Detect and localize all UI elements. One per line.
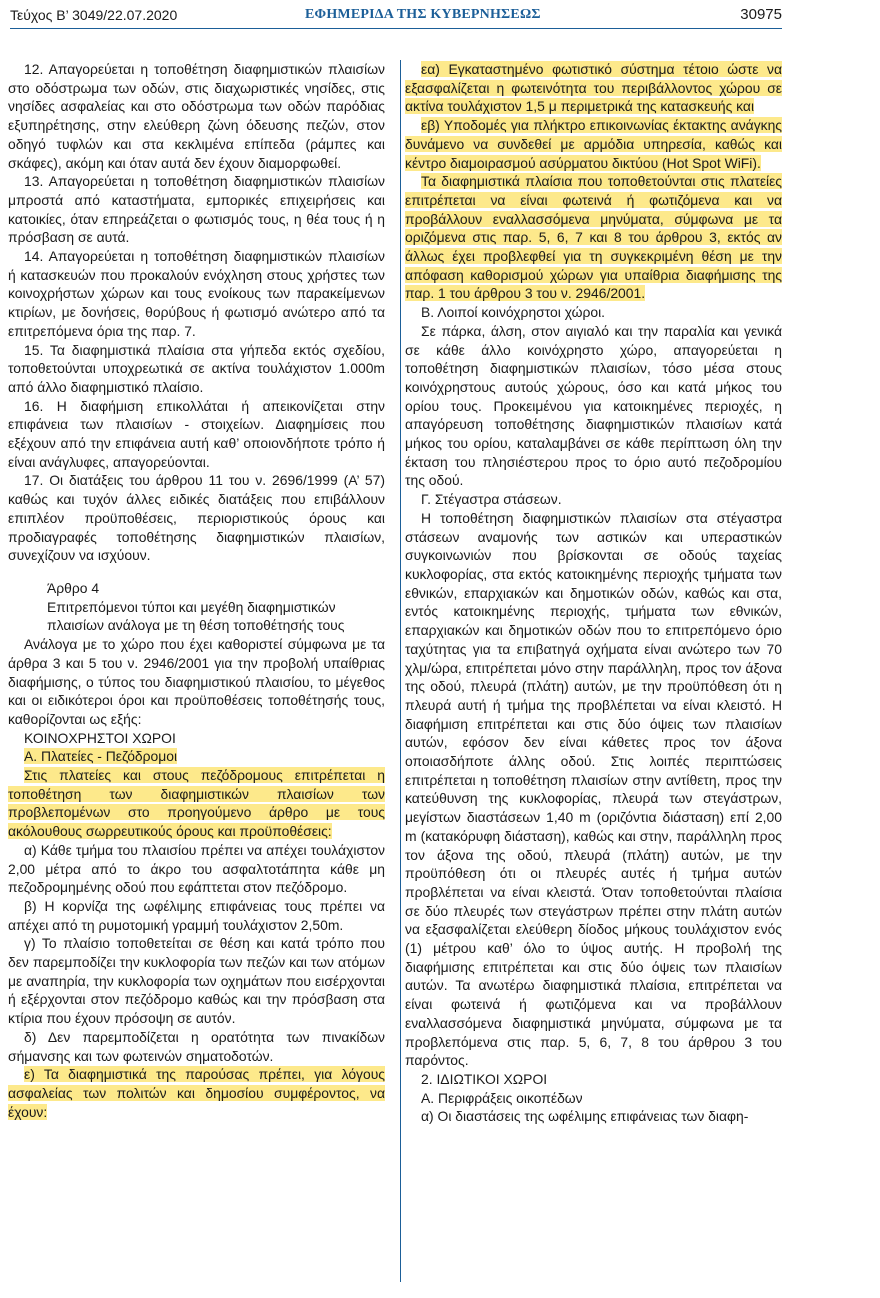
paragraph-14: 14. Απαγορεύεται η τοποθέτηση διαφημιστικών πλαισίων ή κατασκευών που προκαλούν ενόχληση στους χρήστες των κοινοχρήστων χώρων και τους ενοίκους των παρακείμενων κτιρίων, με δονήσεις, θορύβους ή φωτισμό ανώτερο από τα επιτρεπόμενα όρια της παρ. 7. bbox=[8, 248, 385, 339]
subsection-a-label: Α. Πλατείες - Πεζόδρομοι bbox=[24, 748, 178, 765]
subsection-a-heading bbox=[8, 747, 385, 766]
article-intro: Ανάλογα με το χώρο που έχει καθοριστεί σύμφωνα με τα άρθρα 3 και 5 του ν. 2946/2001 για την προβολή υπαίθριας διαφήμισης, ο τύπος του διαφημιστικού πλαισίου, το μέγεθος και οι ειδικότεροι όροι και προϋποθέσεις τοποθέτησής τους, καθορίζονται ως εξής: bbox=[8, 636, 385, 727]
private-item-a: α) Οι διαστάσεις της ωφέλιμης επιφάνειας των διαφη- bbox=[421, 1108, 749, 1125]
left-column bbox=[8, 60, 385, 1121]
paragraph-12: 12. Απαγορεύεται η τοποθέτηση διαφημιστικών πλαισίων στο οδόστρωμα των οδών, στις διαχωριστικές νησίδες, στις νησίδες ασφαλείας και στο οδόστρωμα των οδών παρόδιας εξυπηρέτησης, στην ελεύθερη ζώνη όδευσης πεζών, στον οδηγό τυφλών και στα κεκλιμένα επίπεδα (ράμπες και σκάφες), ακόμη και όταν αυτά δεν έχουν διαμορφωθεί. bbox=[8, 61, 385, 171]
paragraph-15: 15. Τα διαφημιστικά πλαίσια στα γήπεδα εκτός σχεδίου, τοποθετούνται υποχρεωτικά σε ακτίνα τουλάχιστον 1.000m από άλλο διαφημιστικό πλαίσιο. bbox=[8, 341, 385, 395]
subsection-b-text: Σε πάρκα, άλση, στον αιγιαλό και την παραλία και γενικά σε κάθε άλλο κοινόχρηστο χώρο, απαγορεύεται η τοποθέτηση διαφημιστικών πλαισίων, τόσο μέσα στους κοινόχρηστους αυτούς χώρους, όσο και κατά μήκος του ορίου τους. Προκειμένου για κατοικημένες περιοχές, η απαγόρευση τοποθέτησης διαφημιστικών πλαισίων κατά μήκος του ορίου, καταλαμβάνει σε κάθε περίπτωση όλη την έκταση του πλησιέστερου προς το όριο αυτό πεζοδρομίου της οδού. bbox=[405, 322, 782, 489]
section-private-spaces: 2. ΙΔΙΩΤΙΚΟΙ ΧΩΡΟΙ bbox=[421, 1070, 548, 1087]
section-public-spaces: ΚΟΙΝΟΧΡΗΣΤΟΙ ΧΩΡΟΙ bbox=[24, 729, 176, 746]
paragraph-16: 16. Η διαφήμιση επικολλάται ή απεικονίζεται στην επιφάνεια των πλαισίων - στοιχείων. Διαφημίσεις που εξέχουν από την επιφάνεια αυτή καθ’ οποιονδήποτε τρόπο ή είναι ανάγλυφες, απαγορεύονται. bbox=[8, 397, 385, 470]
article-number: Άρθρο 4 bbox=[47, 579, 100, 596]
item-eb-text: εβ) Υποδομές για πλήκτρο επικοινωνίας έκτακτης ανάγκης δυνάμενο να συνδεθεί με αρμόδια υπηρεσία, καθώς και κέντρο διαμοιρασμού ασύρματου δικτύου (Hot Spot WiFi). bbox=[405, 117, 782, 171]
item-d: δ) Δεν παρεμποδίζεται η ορατότητα των πινακίδων σήμανσης και των φωτεινών σηματοδοτών. bbox=[8, 1028, 385, 1064]
item-eb bbox=[405, 116, 782, 172]
private-subsection-a-heading: Α. Περιφράξεις οικοπέδων bbox=[421, 1089, 583, 1106]
issue-number: Τεύχος Β’ 3049/22.07.2020 bbox=[10, 7, 178, 23]
page-header bbox=[0, 0, 880, 30]
header-rule bbox=[10, 28, 782, 29]
subsection-a-intro bbox=[8, 766, 385, 841]
illuminated-frames bbox=[405, 172, 782, 303]
item-e-text: ε) Τα διαφημιστικά της παρούσας πρέπει, για λόγους ασφαλείας των πολιτών και δημοσίου συμφέροντος, να έχουν: bbox=[8, 1066, 385, 1120]
page-number: 30975 bbox=[740, 6, 782, 23]
item-ea bbox=[405, 60, 782, 116]
article-title: Επιτρεπόμενοι τύποι και μεγέθη διαφημιστικών πλαισίων ανάλογα με τη θέση τοποθέτησής τους bbox=[47, 598, 345, 634]
column-divider bbox=[400, 60, 401, 1282]
item-a: α) Κάθε τμήμα του πλαισίου πρέπει να απέχει τουλάχιστον 2,00 μέτρα από το άκρο του ασφαλτοτάπητα κάθε μη πεζοδρομημένης οδού που εφάπτεται στον πεζόδρομο. bbox=[8, 841, 385, 896]
subsection-c-text: Η τοποθέτηση διαφημιστικών πλαισίων στα στέγαστρα στάσεων αναμονής των αστικών και υπεραστικών συγκοινωνιών που βρίσκονται σε οδούς ταχείας κυκλοφορίας, στα εκτός κατοικημένης περιοχής τμήματα των εθνικών, επαρχιακών και δημοτικών οδών, καθώς και στα, εντός κατοικημένης περιοχής, τμήματα των εθνικών, επαρχιακών και δημοτικών οδών που το επιτρεπόμενο όριο ταχύτητας για τα επιβατηγά οχήματα είναι ανώτερο των 70 χλμ/ώρα, επιτρέπεται μόνο στην παράλληλη, προς τον άξονα της οδού, πλευρά (πλάτη) αυτών, με την προϋπόθεση ότι η πλευρά αυτή ή τμήμα της προβλέπεται να είναι κλειστό. Η διαφήμιση επιτρέπεται και στις δύο όψεις των πλαισίων αυτών, εφόσον δεν είναι κάθετες προς τον άξονα οποιασδήποτε άλλης οδού. Στις λοιπές περιπτώσεις επιτρέπεται η τοποθέτηση πλαισίων στην αντίθετη, προς την κατεύθυνση της κυκλοφορίας, πλευρά των στεγάστρων, μεγίστων διαστάσεων 1,40 m (οριζόντια διάσταση) επί 2,00 m (κατακόρυφη διάσταση), καθώς και στην, παράλληλη προς τον άξονα της οδού, πλευρά (πλάτη) αυτών, με την προϋπόθεση ότι οι πλευρές αυτές ή τμήμα αυτών προβλέπεται να είναι κλειστά. Όταν τοποθετούνται πλαίσια σε δύο πλευρές των στεγάστρων πρέπει στην πλάτη αυτών να εξασφαλίζεται ελεύθερη δίοδος μήκους τουλάχιστον ενός (1) μέτρου καθ’ όλο το ύψος αυτής. Η προβολή της διαφήμισης επιτρέπεται και στις δύο όψεις των πλαισίων αυτών. Τα ανωτέρω διαφημιστικά πλαίσια, επιτρέπεται να είναι φωτεινά ή φωτιζόμενα και να προβάλλουν εναλλασσόμενα διαφημιστικά μηνύματα, σύμφωνα με τα προβλεπόμενα στις παρ. 5, 6, 7, 8 του άρθρου 3 του παρόντος. bbox=[405, 509, 782, 1069]
paragraph-17: 17. Οι διατάξεις του άρθρου 11 του ν. 2696/1999 (Α’ 57) καθώς και τυχόν άλλες ειδικές διατάξεις που επιβάλλουν επιπλέον προϋποθέσεις, περιοριστικούς όρους και προδιαγραφές τοποθέτησης διαφημιστικών πλαισίων, συνεχίζουν να ισχύουν. bbox=[8, 472, 385, 564]
paragraph-13: 13. Απαγορεύεται η τοποθέτηση διαφημιστικών πλαισίων μπροστά από καταστήματα, εμπορικές επιχειρήσεις και κατοικίες, όταν επηρεάζεται ο φωτισμός τους, η θέα τους ή η πρόσβαση σε αυτά. bbox=[8, 173, 385, 246]
subsection-b-heading: Β. Λοιποί κοινόχρηστοι χώροι. bbox=[421, 304, 606, 321]
item-e bbox=[8, 1065, 385, 1121]
right-column bbox=[405, 60, 782, 1126]
subsection-a-intro-text: Στις πλατείες και στους πεζόδρομους επιτρέπεται η τοποθέτηση των διαφημιστικών πλαισίων των προβλεπομένων στο προηγούμενο άρθρο με τους ακόλουθους σωρρευτικούς όρους και προϋποθέσεις: bbox=[8, 767, 385, 840]
item-ea-text: εα) Εγκαταστημένο φωτιστικό σύστημα τέτοιο ώστε να εξασφαλίζεται η φωτεινότητα του περιβάλλοντος χώρου σε ακτίνα τουλάχιστον 1,5 μ περιμετρικά της κατασκευής και bbox=[405, 61, 782, 115]
journal-title: ΕΦΗΜΕΡΙΔΑ ΤΗΣ ΚΥΒΕΡΝΗΣΕΩΣ bbox=[305, 7, 541, 22]
subsection-c-heading: Γ. Στέγαστρα στάσεων. bbox=[421, 491, 562, 508]
illuminated-frames-text: Τα διαφημιστικά πλαίσια που τοποθετούνται στις πλατείες επιτρέπεται να είναι φωτεινά ή φωτιζόμενα και να προβάλλουν εναλλασσόμενα μηνύματα, σύμφωνα με τα οριζόμενα στις παρ. 5, 6, 7 και 8 του άρθρου 3, εκτός αν άλλως έχει προβλεφθεί για τη συγκεκριμένη θέση με την απόφαση καθορισμού χώρων για υπαίθρια διαφήμισης της παρ. 1 του άρθρου 3 του ν. 2946/2001. bbox=[405, 173, 782, 302]
item-c: γ) Το πλαίσιο τοποθετείται σε θέση και κατά τρόπο που δεν παρεμποδίζει την κυκλοφορία των πεζών και των ατόμων με αναπηρία, την κυκλοφορία των οχημάτων που εισέρχονται ή εξέρχονται στον πεζόδρομο καθώς και την πρόσβαση στα κτίρια που έχουν πρόσοψη σε αυτόν. bbox=[8, 935, 385, 1027]
item-b: β) Η κορνίζα της ωφέλιμης επιφάνειας τους πρέπει να απέχει από τη ρυμοτομική γραμμή τουλάχιστον 2,50m. bbox=[8, 897, 385, 933]
